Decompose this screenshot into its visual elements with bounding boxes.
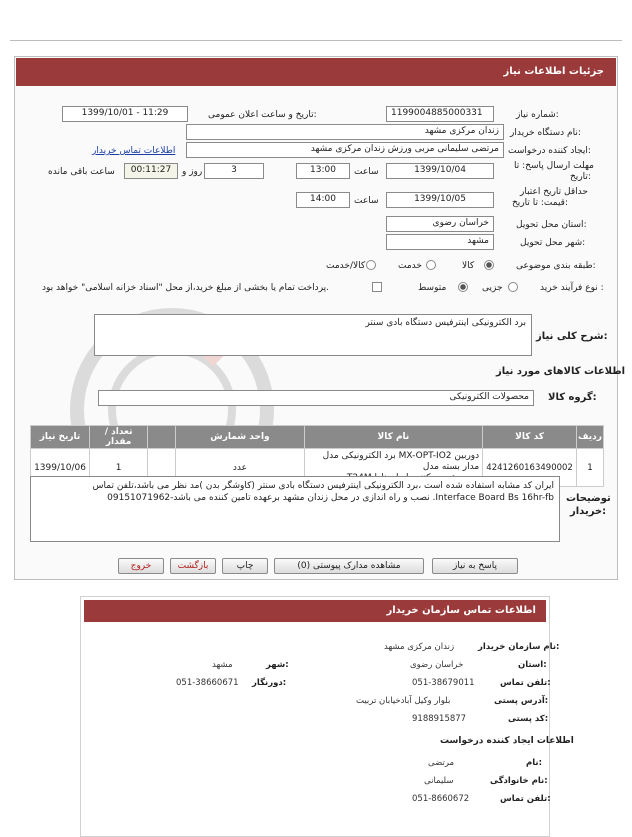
creator-section-title: اطلاعات ایجاد کننده درخواست — [440, 736, 574, 746]
cell-index: 1 — [576, 449, 603, 487]
buyer-org-label: نام دستگاه خریدار: — [510, 128, 581, 138]
province-label: استان محل تحویل: — [516, 220, 587, 230]
exit-button[interactable]: خروج — [118, 558, 164, 574]
deadline-label-2: تاریخ: — [570, 172, 591, 182]
remaining-label: ساعت باقی مانده — [48, 167, 115, 177]
contact-card-title: اطلاعات تماس سازمان خریدار — [84, 600, 546, 622]
city-card-value: مشهد — [212, 660, 233, 670]
province-card-label: استان: — [518, 660, 547, 670]
province-card-value: خراسان رضوی — [410, 660, 464, 670]
creator-field: مرتضی سلیمانی مربی ورزش زندان مرکزی مشهد — [186, 142, 504, 158]
description-label: شرح کلی نیاز: — [536, 331, 608, 342]
category-service-radio[interactable] — [426, 260, 436, 270]
buyer-contact-link[interactable]: اطلاعات تماس خریدار — [92, 146, 176, 156]
col-qty: تعداد / مقدار — [90, 426, 148, 449]
print-button[interactable]: چاپ — [222, 558, 268, 574]
city-card-label: شهر: — [266, 660, 289, 670]
cell-code: 4241260163490002 — [483, 449, 577, 487]
announce-label: تاریخ و ساعت اعلان عمومی: — [208, 110, 317, 120]
deadline-time-label: ساعت — [354, 167, 379, 177]
creator-phone-label: تلفن تماس: — [500, 794, 551, 804]
goods-group-field: محصولات الکترونیکی — [98, 390, 534, 406]
fax-value: 051-38660671 — [176, 678, 239, 688]
postal-value: 9188915877 — [412, 714, 467, 724]
buyer-notes-label-1: توضیحات — [566, 493, 611, 504]
need-number-field: 1199004885000331 — [386, 106, 494, 122]
col-need-date: تاریخ نیاز — [31, 426, 90, 449]
category-both-radio[interactable] — [366, 260, 376, 270]
page-title: جزئیات اطلاعات نیاز — [16, 58, 616, 86]
org-value: زندان مرکزی مشهد — [384, 642, 455, 652]
phone-value: 051-38679011 — [412, 678, 475, 688]
phone-label: تلفن تماس: — [500, 678, 551, 688]
validity-label-1: حداقل تاریخ اعتبار — [520, 187, 588, 197]
category-label: طبقه بندی موضوعی: — [516, 261, 596, 271]
category-goods-label: کالا — [462, 261, 475, 271]
col-index: ردیف — [576, 426, 603, 449]
category-goods-radio[interactable] — [484, 260, 494, 270]
family-value: سلیمانی — [424, 776, 454, 786]
cell-need-date: 1399/10/06 — [31, 449, 90, 487]
description-textarea[interactable]: برد الکترونیکی اینترفیس دستگاه بادی سنتر — [94, 314, 532, 356]
buyer-notes-textarea[interactable] — [30, 476, 560, 542]
days-label: روز و — [182, 167, 203, 177]
cell-unit: عدد — [176, 449, 304, 487]
validity-date-field: 1399/10/05 — [386, 192, 494, 208]
announce-field: 1399/10/01 - 11:29 — [62, 106, 188, 122]
remaining-time-field: 00:11:27 — [124, 163, 178, 179]
category-service-label: خدمت — [398, 261, 422, 271]
buyer-notes-line1: ایران کد مشابه استفاده شده است ،برد الکترونیکی اینترفیس دستگاه بادی سنتر (کاوشگر بدن )مد نظر می باشد،تلفن تماس — [92, 481, 554, 491]
treasury-checkbox[interactable] — [372, 282, 382, 292]
process-label: نوع فرآیند خرید : — [540, 283, 604, 293]
deadline-label-1: مهلت ارسال پاسخ: تا — [514, 161, 594, 171]
name-label: نام: — [526, 758, 543, 768]
validity-time-field: 14:00 — [296, 192, 350, 208]
deadline-time-field: 13:00 — [296, 163, 350, 179]
buyer-org-field: زندان مرکزی مشهد — [186, 124, 504, 140]
creator-phone-value: 051-8660672 — [412, 794, 470, 804]
cell-qty: 1 — [90, 449, 148, 487]
col-code: کد کالا — [483, 426, 577, 449]
creator-label: ایجاد کننده درخواست: — [508, 146, 591, 156]
days-field: 3 — [204, 163, 264, 179]
need-number-label: شماره نیاز: — [516, 110, 559, 120]
category-both-label: کالا/خدمت — [326, 261, 366, 271]
org-label: نام سازمان خریدار: — [478, 642, 560, 652]
reply-button[interactable]: پاسخ به نیاز — [432, 558, 518, 574]
city-field: مشهد — [386, 234, 494, 250]
attachments-button[interactable]: مشاهده مدارک پیوستی (0) — [274, 558, 424, 574]
buyer-notes-label-2: خریدار: — [570, 506, 607, 517]
col-name: نام کالا — [304, 426, 483, 449]
col-count — [148, 426, 176, 449]
process-minor-label: جزیی — [482, 283, 503, 293]
back-button[interactable]: بازگشت — [170, 558, 216, 574]
address-value: بلوار وکیل آبادخیابان تربیت — [356, 696, 451, 706]
deadline-date-field: 1399/10/04 — [386, 163, 494, 179]
top-divider — [10, 40, 622, 41]
validity-time-label: ساعت — [354, 196, 379, 206]
fax-label: دورنگار: — [252, 678, 287, 688]
city-label: شهر محل تحویل: — [520, 238, 586, 248]
province-field: خراسان رضوی — [386, 216, 494, 232]
goods-group-label: گروه کالا: — [548, 392, 597, 403]
contact-card — [80, 596, 550, 837]
buyer-notes-line2: 09151071962-نصب و راه اندازی در محل زندان مشهد برعهده تامین کننده می باشد .Interface Board Bs 16hr-fb — [107, 493, 554, 503]
family-label: نام خانوادگی: — [490, 776, 548, 786]
name-value: مرتضی — [428, 758, 455, 768]
process-minor-radio[interactable] — [508, 282, 518, 292]
goods-section-title: اطلاعات کالاهای مورد نیاز — [496, 366, 626, 377]
goods-table-header — [31, 426, 604, 449]
process-medium-label: متوسط — [418, 283, 447, 293]
process-medium-radio[interactable] — [458, 282, 468, 292]
postal-label: کد پستی: — [508, 714, 549, 724]
validity-label-2: قیمت: تا تاریخ: — [512, 198, 569, 208]
address-label: آدرس پستی: — [494, 696, 549, 706]
cell-name-line1: برد الکترونیکی مدل MX-OPT-IO2 دوربین مدار بسته مدل — [322, 451, 480, 472]
col-unit: واحد شمارش — [176, 426, 304, 449]
treasury-note: پرداخت تمام یا بخشی از مبلغ خرید،از محل "اسناد خزانه اسلامی" خواهد بود. — [42, 283, 330, 293]
